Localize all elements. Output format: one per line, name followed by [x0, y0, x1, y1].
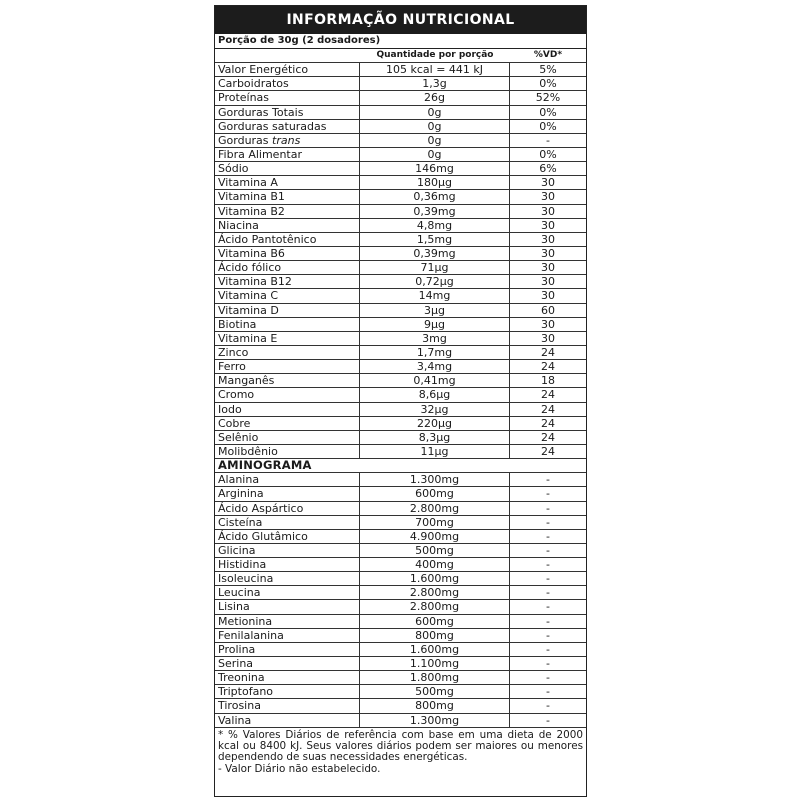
- nutrient-name: [215, 473, 360, 486]
- nutrient-quantity: 4,8mg: [360, 219, 510, 232]
- nutrient-name-text: Cisteína: [218, 515, 263, 529]
- nutrient-name: [215, 431, 360, 444]
- footnote-reference: * % Valores Diários de referência com base em uma dieta de 2000 kcal ou 8400 kJ. Seus valores diários podem ser maiores ou menores dependendo de suas necessidades energéticas.: [218, 728, 583, 764]
- nutrient-name-text: Glicina: [218, 543, 256, 557]
- nutrient-daily-value: -: [546, 628, 550, 642]
- nutrient-name-text: Treonina: [218, 671, 265, 685]
- nutrient-quantity: 1.300mg: [360, 714, 510, 727]
- nutrient-daily-value: -: [546, 657, 550, 671]
- nutrient-daily-value: 5%: [539, 63, 557, 77]
- nutrient-name-text: Valor Energético: [218, 63, 309, 77]
- nutrient-name-text: Vitamina B6: [218, 246, 285, 260]
- nutrient-name: [215, 205, 360, 218]
- nutrient-row: [215, 374, 586, 388]
- nutrient-daily-value: -: [546, 558, 550, 572]
- nutrient-name: [215, 162, 360, 175]
- nutrient-quantity: 32µg: [360, 403, 510, 416]
- nutrient-quantity: 1,3g: [360, 77, 510, 90]
- footnote: [215, 728, 586, 775]
- nutrient-quantity: 11µg: [360, 445, 510, 458]
- nutrient-name: [215, 91, 360, 104]
- column-header-quantity: Quantidade por porção: [376, 50, 494, 60]
- nutrient-daily-value: -: [546, 586, 550, 600]
- nutrient-name-text: Ácido Aspártico: [218, 501, 304, 515]
- nutrient-daily-value: 24: [541, 345, 555, 359]
- nutrient-daily-value: 0%: [539, 105, 557, 119]
- nutrient-row: [215, 219, 586, 233]
- amino-acid-row: [215, 685, 586, 699]
- nutrient-row: [215, 205, 586, 219]
- table-title: INFORMAÇÃO NUTRICIONAL: [215, 6, 586, 34]
- nutrient-name-text: Lisina: [218, 600, 250, 614]
- amino-acid-row: [215, 657, 586, 671]
- nutrient-quantity: 105 kcal = 441 kJ: [360, 63, 510, 76]
- nutrient-name-text: Cobre: [218, 416, 251, 430]
- nutrient-name-text: Ácido fólico: [218, 261, 282, 275]
- nutrient-name: [215, 530, 360, 543]
- nutrient-quantity: 220µg: [360, 417, 510, 430]
- aminogram-title: AMINOGRAMA: [218, 459, 312, 473]
- nutrient-name-text: Vitamina D: [218, 303, 279, 317]
- nutrient-name: [215, 685, 360, 698]
- nutrient-quantity: 400mg: [360, 558, 510, 571]
- nutrient-quantity: 180µg: [360, 176, 510, 189]
- nutrient-daily-value: 30: [541, 261, 555, 275]
- nutrient-name-text: Biotina: [218, 317, 257, 331]
- nutrient-name: [215, 600, 360, 613]
- aminogram-list: [215, 473, 586, 728]
- nutrient-quantity: 0g: [360, 120, 510, 133]
- nutrient-daily-value: -: [546, 685, 550, 699]
- nutrient-daily-value: -: [546, 473, 550, 487]
- amino-acid-row: [215, 643, 586, 657]
- nutrient-daily-value: -: [546, 642, 550, 656]
- nutrient-name-text: Vitamina B1: [218, 190, 285, 204]
- nutrient-quantity: 1,5mg: [360, 233, 510, 246]
- nutrient-daily-value: 60: [541, 303, 555, 317]
- nutrient-row: [215, 190, 586, 204]
- nutrient-quantity: 3µg: [360, 304, 510, 317]
- nutrient-quantity: 2.800mg: [360, 586, 510, 599]
- nutrient-quantity: 500mg: [360, 544, 510, 557]
- nutrient-name-text: Sódio: [218, 162, 249, 176]
- nutrient-name-text: Cromo: [218, 388, 255, 402]
- nutrient-name: [215, 699, 360, 712]
- nutrient-quantity: 3mg: [360, 332, 510, 345]
- nutrient-row: [215, 162, 586, 176]
- nutrient-quantity: 71µg: [360, 261, 510, 274]
- nutrient-name-text: Vitamina E: [218, 331, 278, 345]
- nutrient-name-text: Vitamina B12: [218, 275, 292, 289]
- nutrient-name: [215, 346, 360, 359]
- nutrient-row: [215, 332, 586, 346]
- nutrient-row: [215, 318, 586, 332]
- nutrient-name-text: Vitamina A: [218, 176, 278, 190]
- nutrient-daily-value: 30: [541, 246, 555, 260]
- nutrient-daily-value: 30: [541, 190, 555, 204]
- nutrient-name-text: Serina: [218, 657, 254, 671]
- nutrient-name-text: Carboidratos: [218, 77, 289, 91]
- nutrient-name: [215, 374, 360, 387]
- amino-acid-row: [215, 487, 586, 501]
- nutrient-name-text: Gorduras: [218, 133, 269, 147]
- nutrient-daily-value: 24: [541, 444, 555, 458]
- nutrient-daily-value: 0%: [539, 119, 557, 133]
- nutrient-name-text: Molibdênio: [218, 444, 278, 458]
- amino-acid-row: [215, 629, 586, 643]
- column-header-daily-value: %VD*: [533, 50, 563, 60]
- serving-size: Porção de 30g (2 dosadores): [215, 34, 586, 49]
- nutrient-name: [215, 643, 360, 656]
- nutrient-name: [215, 502, 360, 515]
- nutrient-name: [215, 657, 360, 670]
- nutrient-row: [215, 403, 586, 417]
- nutrient-row: [215, 134, 586, 148]
- nutrient-name-text: Selênio: [218, 430, 259, 444]
- nutrient-row: [215, 304, 586, 318]
- nutrient-daily-value: -: [546, 699, 550, 713]
- nutrient-name: [215, 148, 360, 161]
- nutrient-daily-value: -: [546, 487, 550, 501]
- nutrient-row: [215, 261, 586, 275]
- nutrient-quantity: 0,72µg: [360, 275, 510, 288]
- nutrient-daily-value: 30: [541, 275, 555, 289]
- nutrient-name: [215, 544, 360, 557]
- nutrient-daily-value: -: [546, 529, 550, 543]
- nutrient-name-text: Iodo: [218, 402, 242, 416]
- nutrient-name-text: Fenilalanina: [218, 628, 284, 642]
- nutrient-daily-value: 0%: [539, 77, 557, 91]
- nutrient-daily-value: -: [546, 133, 550, 147]
- nutrient-daily-value: 18: [541, 374, 555, 388]
- nutrient-name: [215, 586, 360, 599]
- nutrient-name: [215, 106, 360, 119]
- nutrient-quantity: 14mg: [360, 289, 510, 302]
- nutrient-name-text: Gorduras Totais: [218, 105, 304, 119]
- nutrient-quantity: 0g: [360, 106, 510, 119]
- amino-acid-row: [215, 671, 586, 685]
- nutrient-name-italic: trans: [272, 133, 301, 147]
- nutrient-daily-value: 30: [541, 289, 555, 303]
- nutrient-quantity: 600mg: [360, 615, 510, 628]
- nutrient-name: [215, 176, 360, 189]
- nutrient-name-text: Vitamina B2: [218, 204, 285, 218]
- nutrient-quantity: 1.300mg: [360, 473, 510, 486]
- column-header-nutrient: [215, 49, 360, 62]
- nutrient-daily-value: 0%: [539, 147, 557, 161]
- nutrient-daily-value: 30: [541, 232, 555, 246]
- nutrient-name: [215, 558, 360, 571]
- nutrient-quantity: 1.800mg: [360, 671, 510, 684]
- nutrient-quantity: 26g: [360, 91, 510, 104]
- nutrient-row: [215, 247, 586, 261]
- nutrient-name: [215, 318, 360, 331]
- nutrient-daily-value: 24: [541, 402, 555, 416]
- nutrient-name: [215, 233, 360, 246]
- nutrient-row: [215, 63, 586, 77]
- nutrient-name: [215, 671, 360, 684]
- nutrient-name: [215, 388, 360, 401]
- nutrient-quantity: 3,4mg: [360, 360, 510, 373]
- nutrient-quantity: 800mg: [360, 699, 510, 712]
- nutrient-quantity: 1.100mg: [360, 657, 510, 670]
- nutrient-name-text: Proteínas: [218, 91, 270, 105]
- nutrient-name-text: Ácido Glutâmico: [218, 529, 308, 543]
- nutrient-row: [215, 77, 586, 91]
- nutrient-name-text: Metionina: [218, 614, 273, 628]
- nutrient-name-text: Arginina: [218, 487, 264, 501]
- nutrient-row: [215, 417, 586, 431]
- nutrient-row: [215, 233, 586, 247]
- nutrient-daily-value: -: [546, 543, 550, 557]
- nutrient-quantity: 700mg: [360, 516, 510, 529]
- nutrient-daily-value: 24: [541, 388, 555, 402]
- nutrient-name-text: Gorduras saturadas: [218, 119, 327, 133]
- footnote-not-established: - Valor Diário não estabelecido.: [218, 762, 381, 775]
- nutrient-quantity: 0,39mg: [360, 247, 510, 260]
- nutrient-quantity: 600mg: [360, 487, 510, 500]
- nutrient-row: [215, 106, 586, 120]
- nutrient-row: [215, 91, 586, 105]
- nutrient-name-text: Ácido Pantotênico: [218, 232, 317, 246]
- nutrient-name: [215, 247, 360, 260]
- nutrient-daily-value: -: [546, 614, 550, 628]
- nutrient-quantity: 1.600mg: [360, 643, 510, 656]
- nutrient-name: [215, 63, 360, 76]
- amino-acid-row: [215, 699, 586, 713]
- amino-acid-row: [215, 544, 586, 558]
- nutrient-quantity: 8,3µg: [360, 431, 510, 444]
- nutrient-quantity: 4.900mg: [360, 530, 510, 543]
- nutrient-quantity: 1.600mg: [360, 572, 510, 585]
- nutrient-daily-value: -: [546, 600, 550, 614]
- nutrient-name: [215, 714, 360, 727]
- nutrient-daily-value: -: [546, 713, 550, 727]
- amino-acid-row: [215, 558, 586, 572]
- nutrient-row: [215, 275, 586, 289]
- nutrient-quantity: 2.800mg: [360, 600, 510, 613]
- nutrient-name-text: Zinco: [218, 345, 249, 359]
- nutrient-name-text: Ferro: [218, 360, 246, 374]
- nutrient-daily-value: 52%: [535, 91, 561, 105]
- nutrient-name: [215, 120, 360, 133]
- nutrient-name-text: Valina: [218, 713, 252, 727]
- amino-acid-row: [215, 530, 586, 544]
- amino-acid-row: [215, 473, 586, 487]
- nutrition-facts-table: [214, 5, 587, 797]
- nutrient-name-text: Histidina: [218, 558, 267, 572]
- nutrient-quantity: 800mg: [360, 629, 510, 642]
- nutrient-quantity: 1,7mg: [360, 346, 510, 359]
- nutrient-name-text: Isoleucina: [218, 572, 274, 586]
- nutrient-quantity: 0g: [360, 148, 510, 161]
- nutrient-daily-value: -: [546, 501, 550, 515]
- nutrient-name: [215, 487, 360, 500]
- nutrient-quantity: 8,6µg: [360, 388, 510, 401]
- nutrient-name: [215, 190, 360, 203]
- aminogram-header: [215, 459, 586, 473]
- nutrient-name-text: Manganês: [218, 374, 275, 388]
- nutrient-name-text: Niacina: [218, 218, 259, 232]
- amino-acid-row: [215, 714, 586, 728]
- nutrient-quantity: 2.800mg: [360, 502, 510, 515]
- nutrient-daily-value: 24: [541, 416, 555, 430]
- nutrient-name: [215, 445, 360, 458]
- nutrient-name-text: Tirosina: [218, 699, 261, 713]
- nutrient-name: [215, 332, 360, 345]
- nutrient-daily-value: 30: [541, 331, 555, 345]
- nutrient-name: [215, 417, 360, 430]
- nutrient-list: [215, 63, 586, 459]
- nutrient-name-text: Triptofano: [218, 685, 274, 699]
- nutrient-quantity: 0,41mg: [360, 374, 510, 387]
- nutrient-daily-value: 6%: [539, 162, 557, 176]
- amino-acid-row: [215, 502, 586, 516]
- nutrient-name-text: Leucina: [218, 586, 261, 600]
- nutrient-daily-value: -: [546, 572, 550, 586]
- nutrient-row: [215, 346, 586, 360]
- nutrient-quantity: 0,36mg: [360, 190, 510, 203]
- column-header-row: [215, 49, 586, 63]
- nutrient-daily-value: 30: [541, 218, 555, 232]
- nutrient-row: [215, 120, 586, 134]
- amino-acid-row: [215, 586, 586, 600]
- nutrient-name: [215, 629, 360, 642]
- nutrient-name: [215, 261, 360, 274]
- nutrient-row: [215, 431, 586, 445]
- nutrient-daily-value: -: [546, 515, 550, 529]
- nutrient-quantity: 500mg: [360, 685, 510, 698]
- nutrient-name: [215, 134, 360, 147]
- nutrient-quantity: 9µg: [360, 318, 510, 331]
- nutrient-quantity: 146mg: [360, 162, 510, 175]
- nutrient-quantity: 0g: [360, 134, 510, 147]
- amino-acid-row: [215, 516, 586, 530]
- nutrient-daily-value: 24: [541, 360, 555, 374]
- nutrient-name: [215, 516, 360, 529]
- nutrient-row: [215, 388, 586, 402]
- nutrient-name-text: Prolina: [218, 642, 256, 656]
- nutrient-name-text: Vitamina C: [218, 289, 279, 303]
- amino-acid-row: [215, 572, 586, 586]
- nutrient-daily-value: -: [546, 671, 550, 685]
- nutrient-row: [215, 148, 586, 162]
- nutrient-daily-value: 24: [541, 430, 555, 444]
- nutrient-name-text: Alanina: [218, 473, 260, 487]
- amino-acid-row: [215, 615, 586, 629]
- nutrient-name: [215, 572, 360, 585]
- nutrient-daily-value: 30: [541, 176, 555, 190]
- nutrient-name: [215, 275, 360, 288]
- nutrient-name: [215, 219, 360, 232]
- nutrient-name: [215, 403, 360, 416]
- nutrient-row: [215, 289, 586, 303]
- nutrient-daily-value: 30: [541, 204, 555, 218]
- nutrient-row: [215, 176, 586, 190]
- nutrient-daily-value: 30: [541, 317, 555, 331]
- nutrient-name-text: Fibra Alimentar: [218, 147, 302, 161]
- amino-acid-row: [215, 600, 586, 614]
- nutrient-name: [215, 360, 360, 373]
- nutrient-name: [215, 289, 360, 302]
- nutrient-row: [215, 445, 586, 459]
- nutrient-quantity: 0,39mg: [360, 205, 510, 218]
- nutrient-row: [215, 360, 586, 374]
- nutrient-name: [215, 615, 360, 628]
- nutrient-name: [215, 304, 360, 317]
- nutrient-name: [215, 77, 360, 90]
